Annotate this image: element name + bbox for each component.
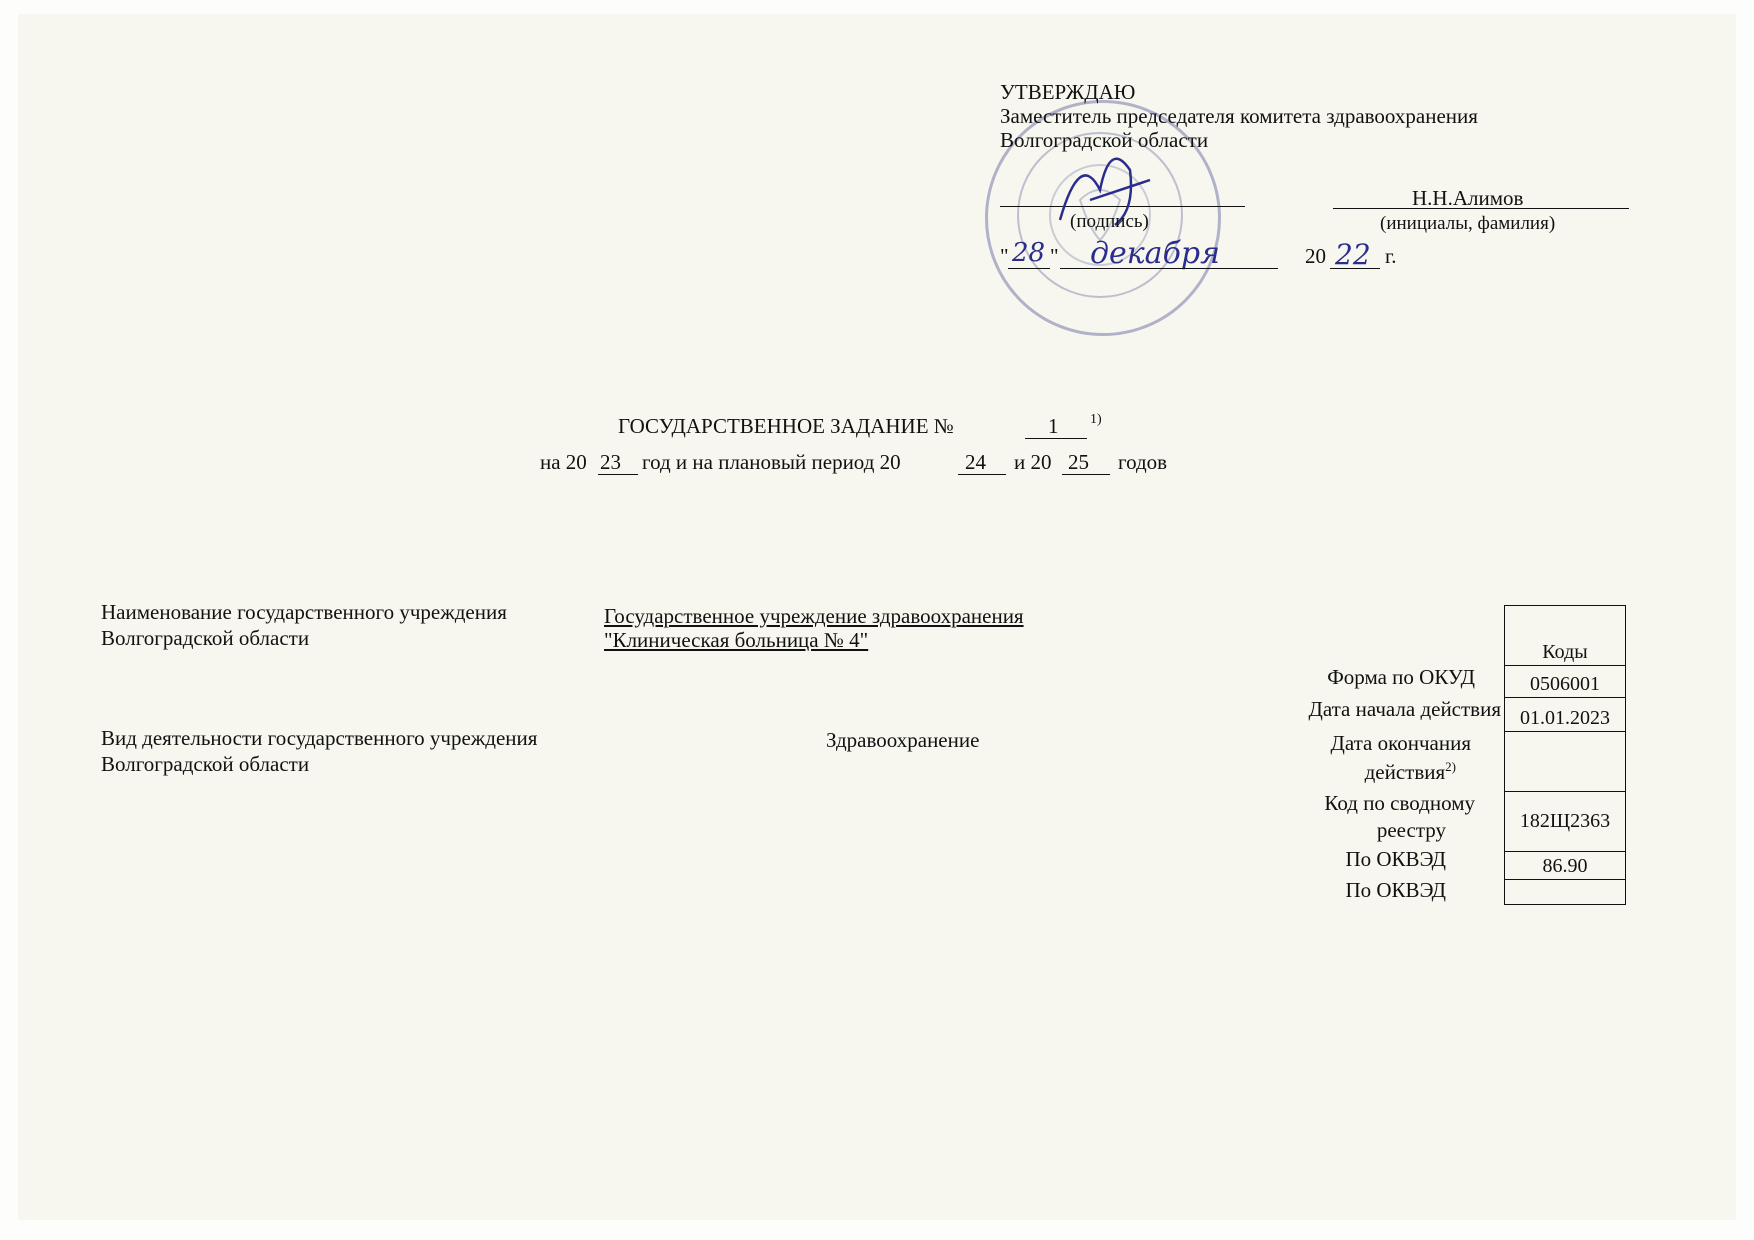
activity-value: Здравоохранение	[826, 728, 980, 752]
title-line2-prefix: на 20	[540, 450, 587, 474]
date-year: 22	[1335, 238, 1371, 271]
title-year1-line	[598, 474, 638, 475]
title-line2-middle: год и на плановый период 20	[642, 450, 901, 474]
date-year-suffix: г.	[1385, 244, 1397, 268]
codes-value-okved-1: 86.90	[1505, 851, 1625, 879]
codes-label-registry-line1: Код по сводному	[1324, 791, 1475, 815]
activity-label-line1: Вид деятельности государственного учреждения	[101, 726, 538, 750]
codes-label-okved-2: По ОКВЭД	[1345, 878, 1446, 902]
codes-value-registry: 182Щ2363	[1505, 791, 1625, 851]
title-year2-line	[958, 474, 1006, 475]
approval-position-line1: Заместитель председателя комитета здравоохранения	[1000, 104, 1478, 128]
date-year-prefix: 20	[1305, 244, 1326, 268]
date-year-line	[1330, 268, 1380, 269]
codes-header: Коды	[1505, 605, 1625, 665]
date-month-line	[1060, 268, 1278, 269]
date-quote-close: "	[1050, 244, 1059, 268]
title-number: 1	[1048, 414, 1059, 438]
codes-label-registry-line2: реестру	[1376, 818, 1446, 842]
title-year1: 23	[600, 450, 621, 474]
codes-label-end-date-line1: Дата окончания	[1330, 731, 1471, 755]
title-year3-line	[1062, 474, 1110, 475]
codes-label-okud: Форма по ОКУД	[1327, 665, 1475, 689]
codes-value-start-date: 01.01.2023	[1505, 697, 1625, 731]
codes-value-okud: 0506001	[1505, 665, 1625, 697]
institution-value-line2: "Клиническая больница № 4"	[604, 628, 869, 652]
codes-value-end-date	[1505, 731, 1625, 791]
date-day: 28	[1012, 238, 1046, 268]
signature-caption: (подпись)	[1070, 211, 1149, 232]
name-line	[1333, 208, 1629, 209]
title-line2-suffix: годов	[1118, 450, 1168, 474]
title-number-line	[1025, 438, 1087, 439]
name-caption: (инициалы, фамилия)	[1380, 213, 1556, 234]
date-quote-open: "	[1000, 244, 1009, 268]
codes-label-start-date: Дата начала действия	[1308, 697, 1501, 721]
codes-label-okved-1: По ОКВЭД	[1345, 847, 1446, 871]
title-year3: 25	[1068, 450, 1089, 474]
institution-label-line1: Наименование государственного учреждения	[101, 600, 507, 624]
approver-name: Н.Н.Алимов	[1412, 186, 1524, 210]
approval-heading: УТВЕРЖДАЮ	[1000, 80, 1136, 104]
institution-label-line2: Волгоградской области	[101, 626, 310, 650]
date-day-line	[1008, 268, 1050, 269]
institution-value-line1: Государственное учреждение здравоохранения	[604, 604, 1024, 628]
title-footnote: 1)	[1090, 412, 1102, 427]
codes-label-end-date-line2: действия$^{2)}$	[1364, 759, 1456, 784]
activity-label-line2: Волгоградской области	[101, 752, 310, 776]
codes-footnote: 2)	[1445, 759, 1456, 774]
codes-value-okved-2	[1505, 879, 1625, 905]
approval-position-line2: Волгоградской области	[1000, 128, 1209, 152]
title-line2-and: и 20	[1014, 450, 1052, 474]
date-month: декабря	[1090, 236, 1220, 271]
title-line1: ГОСУДАРСТВЕННОЕ ЗАДАНИЕ №	[618, 414, 954, 438]
codes-table	[1504, 605, 1626, 905]
title-year2: 24	[965, 450, 986, 474]
